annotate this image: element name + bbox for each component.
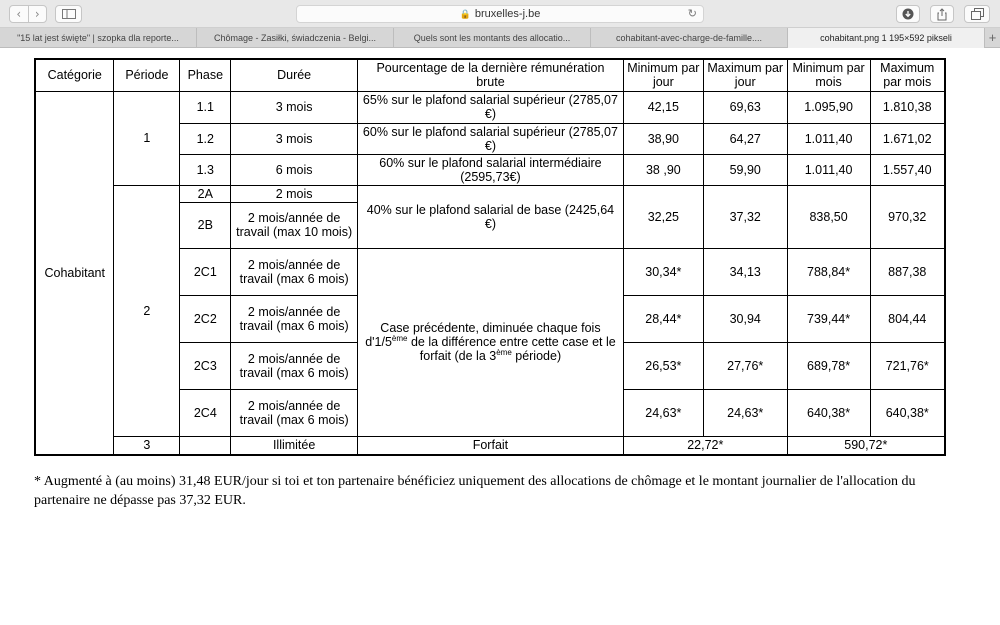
min-jour-cell: 26,53* xyxy=(623,342,703,389)
category-cell: Cohabitant xyxy=(35,91,114,455)
max-mois-cell: 721,76* xyxy=(870,342,945,389)
tab-bar xyxy=(0,28,1000,48)
min-mois-cell: 1.011,40 xyxy=(787,154,870,185)
max-mois-cell: 887,38 xyxy=(870,248,945,295)
tab-5-active[interactable] xyxy=(788,28,985,48)
max-mois-cell: 970,32 xyxy=(870,185,945,248)
max-jour-cell: 30,94 xyxy=(703,295,787,342)
duree-cell: 2 mois/année de travail (max 10 mois) xyxy=(231,202,358,248)
max-jour-cell: 69,63 xyxy=(703,91,787,123)
min-jour-cell: 32,25 xyxy=(623,185,703,248)
header-categorie: Catégorie xyxy=(35,59,114,91)
address-url: bruxelles-j.be xyxy=(474,8,541,20)
duree-cell: 3 mois xyxy=(231,123,358,154)
table-row xyxy=(35,436,945,455)
period-2-cell: 2 xyxy=(114,185,180,436)
pct-2c-part3: période) xyxy=(511,349,562,363)
footnote: * Augmenté à (au moins) 31,48 EUR/jour si toi et ton partenaire bénéficiez uniquement des allocations de chômage et le montant journalier de l'allocation du partenaire ne dépasse pas 37,32 EUR. xyxy=(34,474,916,508)
min-jour-cell: 24,63* xyxy=(623,389,703,436)
back-icon[interactable]: ‹ xyxy=(10,6,29,22)
max-mois-cell: 1.671,02 xyxy=(870,123,945,154)
min-jour-cell: 42,15 xyxy=(623,91,703,123)
jour-merged-cell: 22,72* xyxy=(623,436,787,455)
max-jour-cell: 34,13 xyxy=(703,248,787,295)
max-jour-cell: 24,63* xyxy=(703,389,787,436)
duree-cell: 6 mois xyxy=(231,154,358,185)
max-jour-cell: 64,27 xyxy=(703,123,787,154)
header-periode: Période xyxy=(114,59,180,91)
period-1-cell: 1 xyxy=(114,91,180,185)
pct-cell: 60% sur le plafond salarial intermédiaire (2595,73€) xyxy=(357,154,623,185)
max-mois-cell: 804,44 xyxy=(870,295,945,342)
pct-cell: Forfait xyxy=(357,436,623,455)
table-row xyxy=(35,185,945,202)
phase-cell: 2C4 xyxy=(180,389,231,436)
phase-cell-empty xyxy=(180,436,231,455)
tab-label: Chômage - Zasiłki, świadczenia - Belgi... xyxy=(213,33,377,43)
tab-label: "15 lat jest święte" | szopka dla reporte... xyxy=(17,33,179,43)
tab-4[interactable] xyxy=(591,28,788,48)
pct-2c-sup1: ème xyxy=(391,333,408,343)
browser-toolbar xyxy=(0,0,1000,28)
phase-cell: 2B xyxy=(180,202,231,248)
header-min-mois: Minimum par mois xyxy=(787,59,870,91)
min-mois-cell: 1.095,90 xyxy=(787,91,870,123)
tab-1[interactable] xyxy=(0,28,197,48)
pct-2c-part1: Case précédente, diminuée chaque fois d'1/5 xyxy=(365,321,601,349)
header-max-mois: Maximum par mois xyxy=(870,59,945,91)
duree-cell: 3 mois xyxy=(231,91,358,123)
max-jour-cell: 27,76* xyxy=(703,342,787,389)
allowance-table xyxy=(34,58,946,456)
new-tab-button[interactable]: + xyxy=(988,30,997,45)
mois-merged-cell: 590,72* xyxy=(787,436,945,455)
min-mois-cell: 838,50 xyxy=(787,185,870,248)
max-mois-cell: 1.810,38 xyxy=(870,91,945,123)
min-jour-cell: 28,44* xyxy=(623,295,703,342)
duree-cell: Illimitée xyxy=(231,436,358,455)
max-mois-cell: 1.557,40 xyxy=(870,154,945,185)
pct-cell-2c xyxy=(357,248,623,436)
forward-icon[interactable]: › xyxy=(34,7,40,21)
pct-2c-sup2: ème xyxy=(496,347,512,357)
phase-cell: 1.3 xyxy=(180,154,231,185)
header-phase: Phase xyxy=(180,59,231,91)
max-jour-cell: 37,32 xyxy=(703,185,787,248)
period-3-cell: 3 xyxy=(114,436,180,455)
header-row xyxy=(35,59,945,91)
max-jour-cell: 59,90 xyxy=(703,154,787,185)
duree-cell: 2 mois/année de travail (max 6 mois) xyxy=(231,342,358,389)
tab-2[interactable] xyxy=(197,28,394,48)
duree-cell: 2 mois/année de travail (max 6 mois) xyxy=(231,389,358,436)
phase-cell: 1.2 xyxy=(180,123,231,154)
duree-cell: 2 mois/année de travail (max 6 mois) xyxy=(231,295,358,342)
pct-cell: 60% sur le plafond salarial supérieur (2785,07 €) xyxy=(357,123,623,154)
address-bar[interactable] xyxy=(296,5,704,23)
duree-cell: 2 mois/année de travail (max 6 mois) xyxy=(231,248,358,295)
lock-icon: 🔒 xyxy=(459,8,471,19)
max-mois-cell: 640,38* xyxy=(870,389,945,436)
min-jour-cell: 30,34* xyxy=(623,248,703,295)
share-icon[interactable] xyxy=(930,5,954,23)
phase-cell: 1.1 xyxy=(180,91,231,123)
min-mois-cell: 640,38* xyxy=(787,389,870,436)
download-icon[interactable] xyxy=(896,5,920,23)
reload-icon[interactable]: ↻ xyxy=(687,7,697,20)
min-mois-cell: 689,78* xyxy=(787,342,870,389)
phase-cell: 2C1 xyxy=(180,248,231,295)
duree-cell: 2 mois xyxy=(231,185,358,202)
tab-3[interactable] xyxy=(394,28,591,48)
header-max-jour: Maximum par jour xyxy=(703,59,787,91)
navigation-buttons xyxy=(9,5,47,23)
pct-cell: 65% sur le plafond salarial supérieur (2785,07 €) xyxy=(357,91,623,123)
sidebar-toggle-icon[interactable] xyxy=(55,5,82,23)
tab-label: cohabitant-avec-charge-de-famille.... xyxy=(615,33,763,43)
tabs-overview-icon[interactable] xyxy=(964,5,990,23)
tab-label: Quels sont les montants des allocatio... xyxy=(413,33,571,43)
table-row xyxy=(35,91,945,123)
min-mois-cell: 739,44* xyxy=(787,295,870,342)
phase-cell: 2C3 xyxy=(180,342,231,389)
header-duree: Durée xyxy=(231,59,358,91)
header-min-jour: Minimum par jour xyxy=(623,59,703,91)
page-content xyxy=(0,48,1000,625)
tab-label: cohabitant.png 1 195×592 pikseli xyxy=(820,33,952,43)
min-jour-cell: 38 ,90 xyxy=(623,154,703,185)
header-pourcentage: Pourcentage de la dernière rémunération brute xyxy=(357,59,623,91)
pct-cell-2ab: 40% sur le plafond salarial de base (2425,64 €) xyxy=(357,185,623,248)
phase-cell: 2A xyxy=(180,185,231,202)
min-jour-cell: 38,90 xyxy=(623,123,703,154)
pct-2c-part2: de la différence entre cette case et le forfait (de la 3 xyxy=(407,335,616,363)
phase-cell: 2C2 xyxy=(180,295,231,342)
min-mois-cell: 1.011,40 xyxy=(787,123,870,154)
min-mois-cell: 788,84* xyxy=(787,248,870,295)
